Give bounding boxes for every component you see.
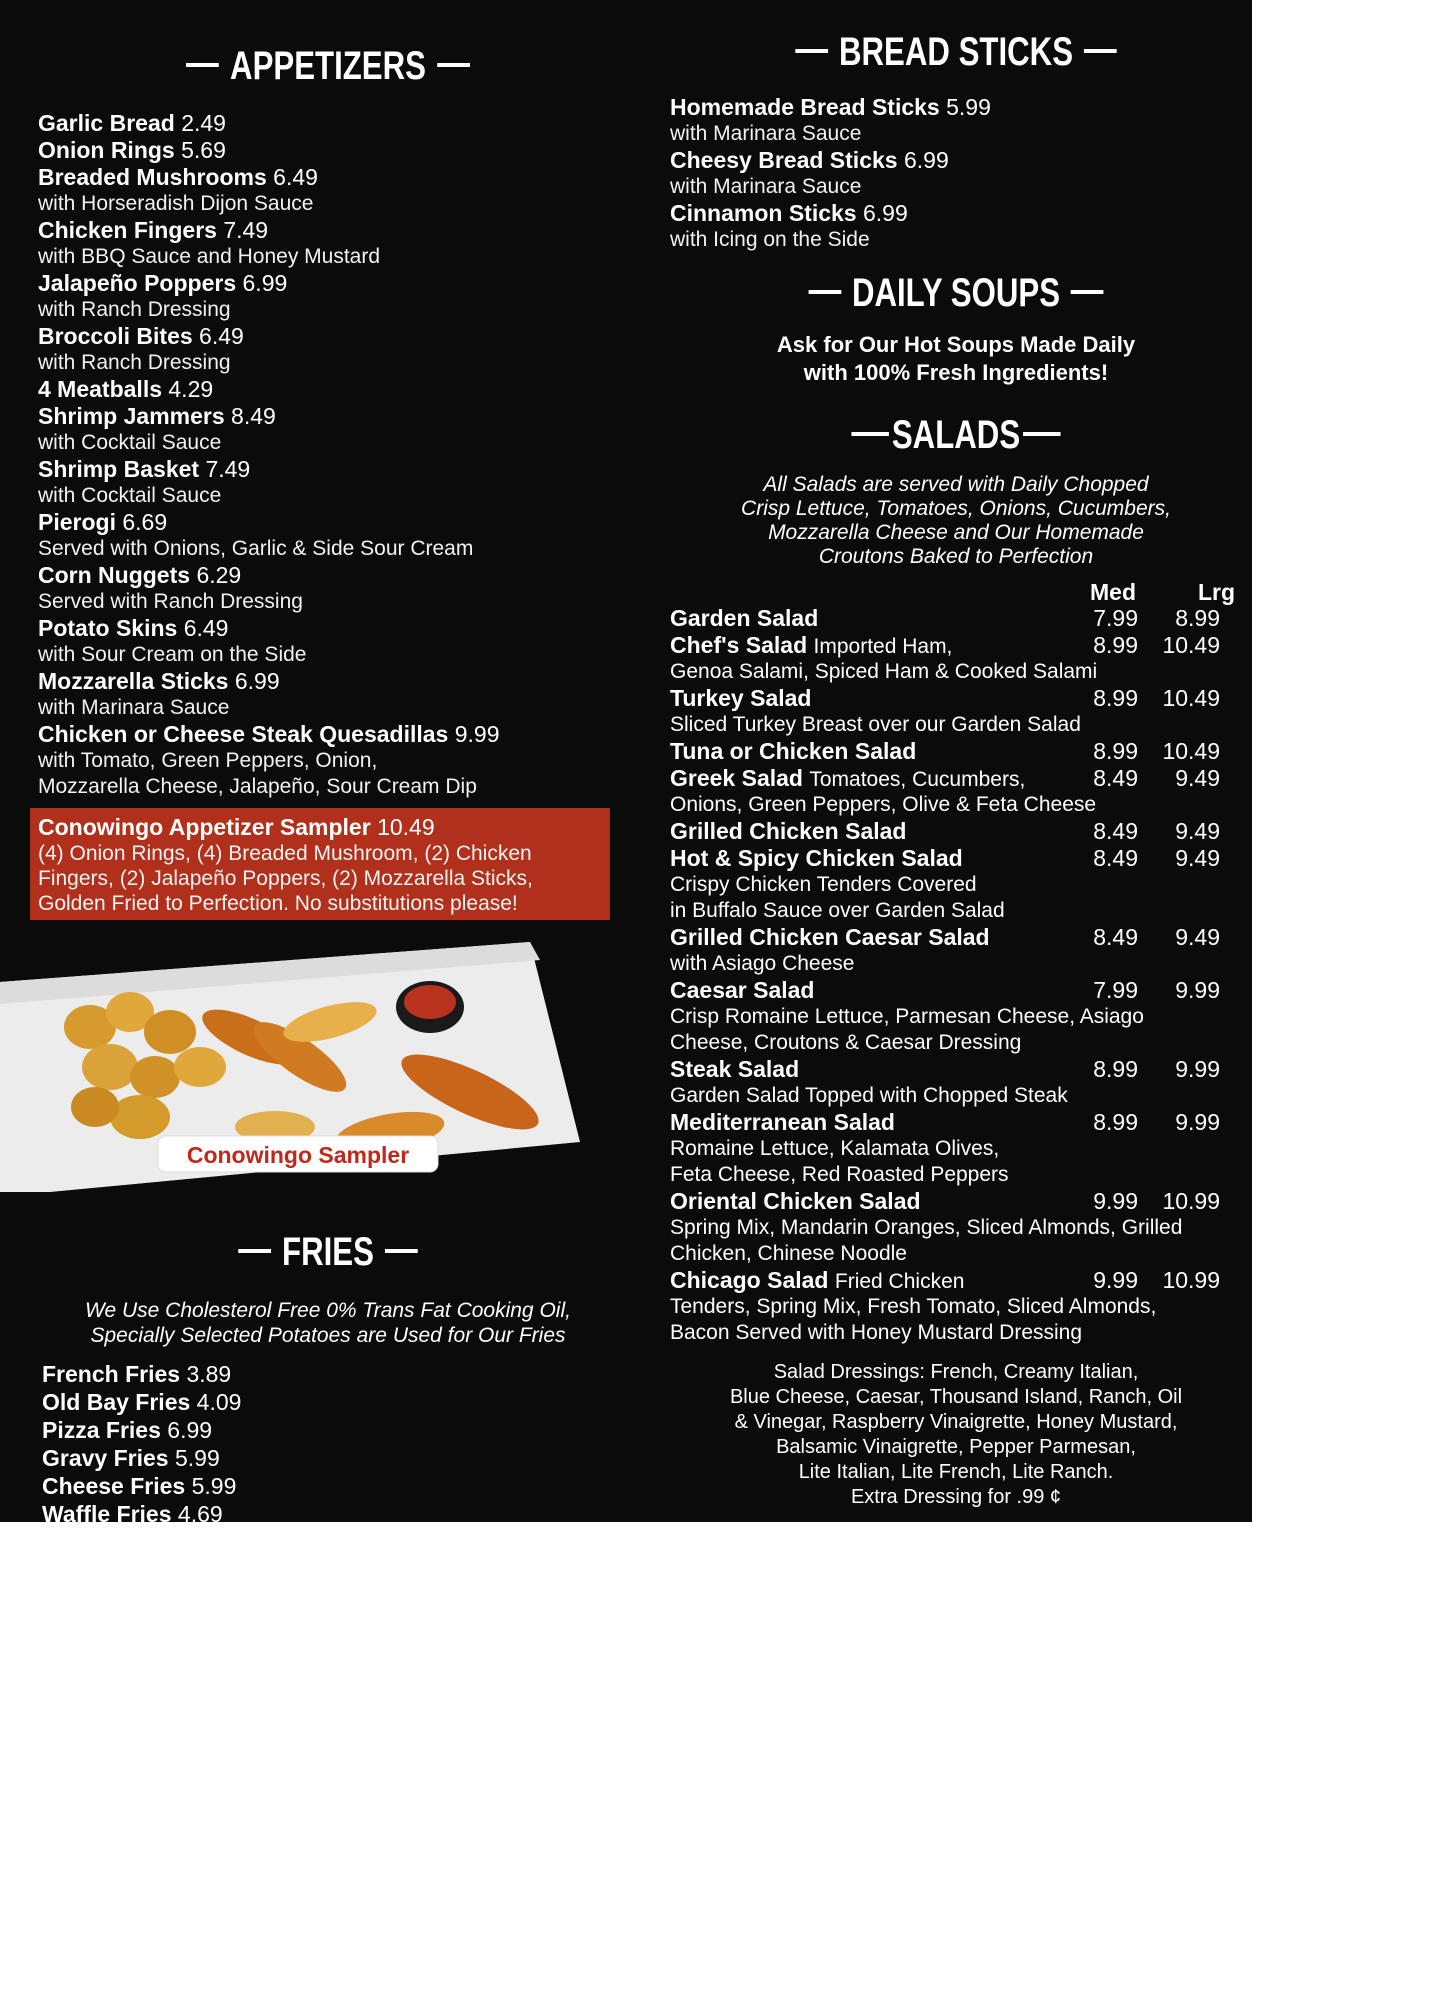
heading-dash xyxy=(1071,290,1104,294)
item-price: 6.49 xyxy=(183,615,229,641)
item-price: 2.49 xyxy=(181,110,226,136)
item-inline-desc: Imported Ham, xyxy=(813,635,953,658)
item-name: Pierogi xyxy=(38,509,116,535)
item-desc: with Cocktail Sauce xyxy=(38,431,222,454)
item-desc: Crisp Romaine Lettuce, Parmesan Cheese, Asiago xyxy=(670,1005,1144,1028)
item-name: Homemade Bread Sticks xyxy=(670,94,940,120)
item-name: Shrimp Basket xyxy=(38,456,200,482)
menu-item xyxy=(38,403,618,430)
heading-dash xyxy=(437,63,470,67)
menu-item xyxy=(42,1416,602,1444)
salad-dressings xyxy=(670,1360,1242,1510)
salad-item xyxy=(670,738,1242,765)
item-name: Garden Salad xyxy=(670,605,819,631)
sampler-desc: (4) Onion Rings, (4) Breaded Mushroom, (2) Chicken xyxy=(38,842,532,865)
item-price: 7.49 xyxy=(205,456,251,482)
med-price: 8.99 xyxy=(1093,1109,1138,1135)
item-desc: Tenders, Spring Mix, Fresh Tomato, Sliced Almonds, xyxy=(670,1295,1157,1318)
heading-dash xyxy=(186,63,219,67)
menu-item xyxy=(42,1500,602,1528)
med-price: 8.49 xyxy=(1093,818,1138,844)
sampler-item xyxy=(38,814,610,841)
sampler-desc: Golden Fried to Perfection. No substitutions please! xyxy=(38,892,518,915)
salad-item xyxy=(670,765,1242,792)
item-desc: in Buffalo Sauce over Garden Salad xyxy=(670,899,1005,922)
dressing-line: Salad Dressings: French, Creamy Italian, xyxy=(773,1361,1139,1383)
med-price: 9.99 xyxy=(1093,1188,1138,1214)
marinara-sauce xyxy=(404,985,456,1019)
item-name: Chicken or Cheese Steak Quesadillas xyxy=(38,721,449,747)
item-desc: with Ranch Dressing xyxy=(38,351,231,374)
item-inline-desc: Tomatoes, Cucumbers, xyxy=(809,768,1026,791)
item-name: Chicago Salad xyxy=(670,1267,829,1293)
salads-title: SALADS xyxy=(891,413,1021,457)
salad-size-header xyxy=(670,579,1242,605)
heading-dash xyxy=(795,49,828,53)
med-price: 8.99 xyxy=(1093,738,1138,764)
item-name: Chicken Fingers xyxy=(38,217,217,243)
item-name: Greek Salad xyxy=(670,765,803,791)
item-name: Potato Skins xyxy=(38,615,178,641)
salad-item xyxy=(670,845,1242,872)
menu-item xyxy=(38,270,618,297)
item-name: 4 Meatballs xyxy=(38,376,162,402)
item-name: Garlic Bread xyxy=(38,110,175,136)
menu-item xyxy=(42,1388,602,1416)
heading-dash xyxy=(808,290,841,294)
item-name: Corn Nuggets xyxy=(38,562,191,588)
heading-dash xyxy=(851,432,888,436)
menu-item xyxy=(38,137,618,164)
bread-sticks-list xyxy=(670,94,1242,253)
heading-dash xyxy=(1084,49,1117,53)
item-desc: Onions, Green Peppers, Olive & Feta Cheese xyxy=(670,793,1097,816)
salad-item xyxy=(670,685,1242,712)
item-desc: with Marinara Sauce xyxy=(670,122,862,145)
item-price: 6.99 xyxy=(242,270,288,296)
item-name: Mega Fries xyxy=(42,1529,163,1555)
item-price: 5.99 xyxy=(946,94,991,120)
menu-item xyxy=(38,323,618,350)
menu-item xyxy=(38,376,618,403)
menu-item xyxy=(670,94,1242,121)
salad-item xyxy=(670,1267,1242,1294)
item-name: Oriental Chicken Salad xyxy=(670,1188,921,1214)
item-inline-desc: Fried Chicken xyxy=(834,1270,965,1293)
menu-item xyxy=(38,456,618,483)
item-name: Mediterranean Salad xyxy=(670,1109,895,1135)
item-name: Onion Rings xyxy=(38,137,175,163)
appetizers-title: APPETIZERS xyxy=(230,44,426,88)
dressing-line: & Vinegar, Raspberry Vinaigrette, Honey Mustard, xyxy=(734,1411,1178,1433)
item-price: 6.69 xyxy=(122,509,168,535)
item-desc: Served with Onions, Garlic & Side Sour Cream xyxy=(38,537,474,560)
item-price: 6.49 xyxy=(273,164,318,190)
item-price: 5.69 xyxy=(181,137,226,163)
menu-item xyxy=(42,1360,602,1388)
item-price: 5.99 xyxy=(174,1445,220,1471)
item-price: 6.99 xyxy=(234,668,280,694)
lrg-price: 9.49 xyxy=(1175,845,1220,871)
med-price: 9.99 xyxy=(1093,1267,1138,1293)
bread-sticks-title: BREAD STICKS xyxy=(838,30,1074,74)
salads-intro-line: Mozzarella Cheese and Our Homemade xyxy=(768,521,1144,544)
daily-soups-title: DAILY SOUPS xyxy=(851,271,1061,315)
item-name: Gravy Fries xyxy=(42,1445,169,1471)
item-name: Turkey Salad xyxy=(670,685,812,711)
dressing-line: Lite Italian, Lite French, Lite Ranch. xyxy=(798,1461,1114,1483)
lrg-price: 10.49 xyxy=(1162,738,1220,764)
menu-item xyxy=(38,217,618,244)
item-desc: with Asiago Cheese xyxy=(670,952,855,975)
item-price: 3.89 xyxy=(186,1361,232,1387)
item-name: Cinnamon Sticks xyxy=(670,200,857,226)
lrg-price: 9.49 xyxy=(1175,818,1220,844)
item-desc: with Marinara Sauce xyxy=(38,696,230,719)
salad-list xyxy=(670,605,1242,1346)
appetizer-list xyxy=(38,110,618,800)
item-price: 9.99 xyxy=(228,1529,274,1555)
item-price: 6.99 xyxy=(863,200,908,226)
item-desc: with BBQ Sauce and Honey Mustard xyxy=(38,245,381,268)
lrg-price: 9.99 xyxy=(1175,1109,1220,1135)
heading-dash xyxy=(1023,432,1060,436)
dressing-line: Extra Dressing for .99 ¢ xyxy=(850,1486,1062,1508)
salads-intro-line: Crisp Lettuce, Tomatoes, Onions, Cucumbers, xyxy=(741,497,1171,520)
item-price: 6.99 xyxy=(167,1417,213,1443)
menu-item xyxy=(38,164,618,191)
item-name: Old Bay Fries xyxy=(42,1389,191,1415)
item-name: French Fries xyxy=(42,1361,181,1387)
dressing-line: Blue Cheese, Caesar, Thousand Island, Ranch, Oil xyxy=(729,1386,1183,1408)
item-desc: Chicken, Chinese Noodle xyxy=(670,1242,907,1265)
item-desc: Mozzarella Cheese, Jalapeño, Sour Cream Dip xyxy=(38,775,477,798)
item-price: 6.29 xyxy=(196,562,242,588)
med-price: 7.99 xyxy=(1093,977,1138,1003)
menu-item xyxy=(38,615,618,642)
item-desc: Sliced Turkey Breast over our Garden Salad xyxy=(670,713,1081,736)
bread-sticks-heading xyxy=(733,22,1179,82)
item-desc: Genoa Salami, Spiced Ham & Cooked Salami xyxy=(670,660,1098,683)
item-name: Chef's Salad xyxy=(670,632,808,658)
item-desc: with Ranch Dressing xyxy=(38,298,231,321)
lrg-price: 9.49 xyxy=(1175,924,1220,950)
item-price: 4.29 xyxy=(168,376,214,402)
item-name: Cheesy Bread Sticks xyxy=(670,147,898,173)
item-name: Mozzarella Sticks xyxy=(38,668,229,694)
salad-item xyxy=(670,1109,1242,1136)
item-desc: with Tomato, Green Peppers, Onion, xyxy=(38,749,378,772)
item-desc: Served with Ranch Dressing xyxy=(38,590,303,613)
item-desc: Feta Cheese, Red Roasted Peppers xyxy=(670,1163,1009,1186)
med-price: 8.49 xyxy=(1093,924,1138,950)
item-price: 5.99 xyxy=(191,1473,237,1499)
item-desc: Romaine Lettuce, Kalamata Olives, xyxy=(670,1137,1000,1160)
dressing-line: Balsamic Vinaigrette, Pepper Parmesan, xyxy=(776,1436,1136,1458)
item-price: 8.49 xyxy=(231,403,276,429)
item-extra: (for 2) xyxy=(168,1533,222,1555)
salads-heading xyxy=(733,405,1179,465)
med-price: 8.49 xyxy=(1093,845,1138,871)
med-price: 8.99 xyxy=(1093,1056,1138,1082)
salad-item xyxy=(670,1056,1242,1083)
fries-note xyxy=(38,1298,618,1348)
lrg-price: 10.49 xyxy=(1162,632,1220,658)
lrg-price: 10.99 xyxy=(1162,1267,1220,1293)
salad-item xyxy=(670,1188,1242,1215)
menu-item xyxy=(670,200,1242,227)
lrg-price: 10.99 xyxy=(1162,1188,1220,1214)
item-desc: with Icing on the Side xyxy=(670,228,870,251)
soup-note xyxy=(670,331,1242,387)
right-column xyxy=(670,22,1242,1510)
lrg-price: 10.49 xyxy=(1162,685,1220,711)
item-desc: Crispy Chicken Tenders Covered xyxy=(670,873,977,896)
item-name: Broccoli Bites xyxy=(38,323,193,349)
menu-item xyxy=(38,562,618,589)
fries-title: FRIES xyxy=(282,1230,374,1274)
sampler-box xyxy=(30,808,610,920)
item-name: Tuna or Chicken Salad xyxy=(670,738,917,764)
photo-caption: Conowingo Sampler xyxy=(186,1142,410,1168)
appetizers-heading xyxy=(102,36,554,96)
item-price: 4.09 xyxy=(196,1389,242,1415)
salad-item xyxy=(670,924,1242,951)
item-desc: Cheese, Croutons & Caesar Dressing xyxy=(670,1031,1022,1054)
menu-item xyxy=(42,1444,602,1472)
lrg-column-header: Lrg xyxy=(1198,579,1236,605)
menu-item xyxy=(38,721,618,748)
salad-item xyxy=(670,818,1242,845)
med-price: 8.99 xyxy=(1093,685,1138,711)
item-desc: Spring Mix, Mandarin Oranges, Sliced Almonds, Grilled xyxy=(670,1216,1183,1239)
salads-intro-line: Croutons Baked to Perfection xyxy=(818,545,1094,568)
item-desc: with Horseradish Dijon Sauce xyxy=(38,192,314,215)
sampler-name: Conowingo Appetizer Sampler xyxy=(38,814,371,840)
menu-item xyxy=(38,668,618,695)
salad-item xyxy=(670,605,1242,632)
lrg-price: 8.99 xyxy=(1175,605,1220,631)
item-name: Steak Salad xyxy=(670,1056,800,1082)
salad-item xyxy=(670,632,1242,659)
item-price: 9.99 xyxy=(454,721,500,747)
salads-intro-line: All Salads are served with Daily Chopped xyxy=(763,473,1149,496)
med-price: 8.49 xyxy=(1093,765,1138,791)
menu-item xyxy=(42,1472,602,1500)
menu-item xyxy=(38,509,618,536)
item-name: Breaded Mushrooms xyxy=(38,164,267,190)
fries-list xyxy=(42,1360,602,1558)
salad-item xyxy=(670,977,1242,1004)
med-column-header: Med xyxy=(1090,579,1136,605)
sampler-desc: Fingers, (2) Jalapeño Poppers, (2) Mozzarella Sticks, xyxy=(38,867,533,890)
menu-item xyxy=(38,110,618,137)
sampler-price: 10.49 xyxy=(377,814,435,840)
fries-note-line: Specially Selected Potatoes are Used for Our Fries xyxy=(90,1324,566,1347)
lrg-price: 9.49 xyxy=(1175,765,1220,791)
item-price: 4.69 xyxy=(177,1501,223,1527)
left-column xyxy=(38,36,618,1555)
item-desc: Bacon Served with Honey Mustard Dressing xyxy=(670,1321,1083,1344)
item-name: Cheese Fries xyxy=(42,1473,186,1499)
lrg-price: 9.99 xyxy=(1175,977,1220,1003)
med-price: 7.99 xyxy=(1093,605,1138,631)
heading-dash xyxy=(385,1249,418,1253)
daily-soups-heading xyxy=(733,263,1179,323)
item-desc: with Cocktail Sauce xyxy=(38,484,222,507)
item-name: Pizza Fries xyxy=(42,1417,161,1443)
item-price: 6.99 xyxy=(903,147,949,173)
item-desc: with Marinara Sauce xyxy=(670,175,862,198)
item-name: Hot & Spicy Chicken Salad xyxy=(670,845,963,871)
med-price: 8.99 xyxy=(1093,632,1138,658)
fries-heading xyxy=(102,1222,554,1282)
item-name: Shrimp Jammers xyxy=(38,403,225,429)
item-desc: with Sour Cream on the Side xyxy=(38,643,307,666)
fries-note-line: We Use Cholesterol Free 0% Trans Fat Cooking Oil, xyxy=(85,1299,571,1322)
item-name: Caesar Salad xyxy=(670,977,815,1003)
soup-note-line: with 100% Fresh Ingredients! xyxy=(803,360,1109,385)
item-desc: Garden Salad Topped with Chopped Steak xyxy=(670,1084,1068,1107)
item-name: Grilled Chicken Salad xyxy=(670,818,907,844)
item-price: 7.49 xyxy=(223,217,269,243)
soup-note-line: Ask for Our Hot Soups Made Daily xyxy=(776,332,1136,357)
item-name: Waffle Fries xyxy=(42,1501,172,1527)
menu-item xyxy=(42,1528,602,1558)
menu-item xyxy=(670,147,1242,174)
heading-dash xyxy=(238,1249,271,1253)
item-price: 6.49 xyxy=(199,323,244,349)
item-name: Grilled Chicken Caesar Salad xyxy=(670,924,990,950)
salads-intro xyxy=(670,473,1242,569)
item-name: Jalapeño Poppers xyxy=(38,270,237,296)
lrg-price: 9.99 xyxy=(1175,1056,1220,1082)
